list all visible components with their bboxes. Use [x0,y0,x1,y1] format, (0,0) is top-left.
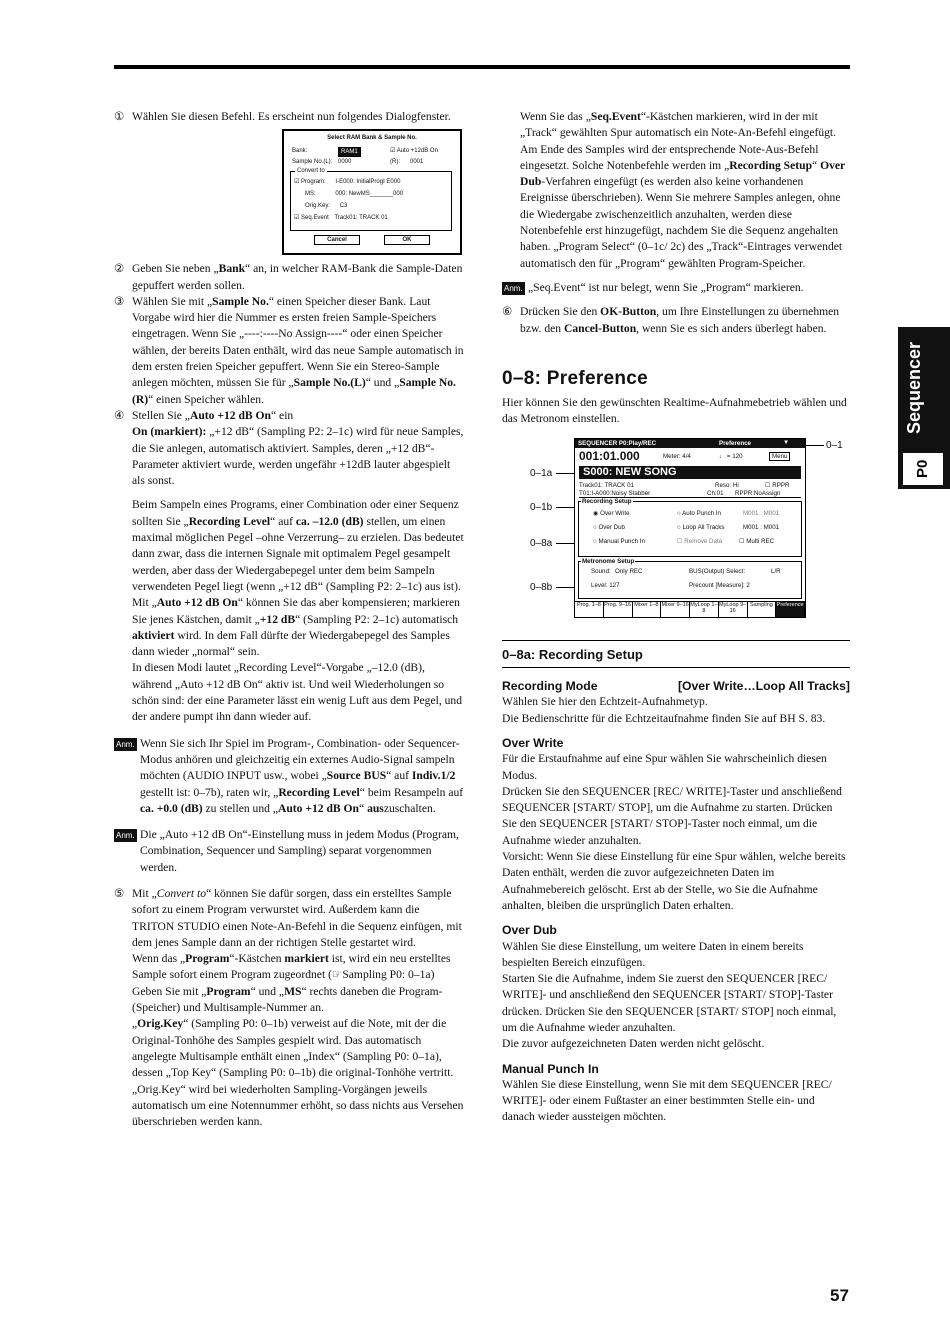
option-manual-punch-in: Manual Punch In [502,1061,599,1076]
section-heading: 0–8: Preference [502,367,649,389]
callout-0-1a: 0–1a [530,467,553,479]
tab-prog-1-8[interactable]: Prog. 1–8 [575,602,604,617]
menu-button[interactable]: Menu [769,452,790,461]
section-tab [898,327,950,489]
callout-0-8a: 0–8a [530,537,553,549]
tab-mixer-9-16[interactable]: Mixer 9–16 [661,602,690,617]
note-badge: Anm. [116,739,135,749]
left-column [114,109,464,1130]
tab-sampling[interactable]: Sampling [748,602,777,617]
dialog-select-ram-bank [282,129,462,255]
dialog-sample-row: Sample No.(L): 0000 (R): 0001 [292,159,424,166]
radio-manual-punch-in[interactable]: ○ Manual Punch In [593,537,645,545]
page-menu-arrow-icon[interactable]: ▼ [783,438,790,446]
reso-select[interactable]: Reso: Hi [715,481,739,489]
ok-button[interactable]: OK [384,235,430,245]
step-text: Wählen Sie diesen Befehl. Es erscheint nun folgendes Dialogfenster. [132,110,451,123]
tab-myloop-9-16[interactable]: MyLoop 9–16 [719,602,748,617]
radio-auto-punch-in[interactable]: ○ Auto Punch In [677,509,721,517]
lcd-tabs [575,601,805,617]
bus-select[interactable]: L/R [771,567,781,575]
tab-prog-9-16[interactable]: Prog. 9–16 [604,602,633,617]
section-tab-code: P0 [903,453,943,485]
track-select[interactable]: Track01: TRACK 01 [579,481,635,489]
subsection-heading: 0–8a: Recording Setup [502,640,850,668]
tab-myloop-1-8[interactable]: MyLoop 1–8 [690,602,719,617]
note-badge: Anm. [116,831,135,841]
section-intro: Hier können Sie den gewünschten Realtime-Aufnahmebetrieb wählen und das Metronom einstellen. [502,396,847,426]
step-5: ⑤ Mit „Convert to“ können Sie dafür sorgen, dass ein erstelltes Sample sofort zu einem Program verwurstet wird. Außerdem kann die TRITON STUDIO einen Note-An-Befehl in die Sequenz einfügen, mit dem jenes Sample dann an der richtigen Stelle gestartet wird. Wenn das „Program“-Kästchen markiert ist, wird ein neu erstelltes Sample sofort einem Program zugeordnet (☞Sampling P0: 0–1a) Geben Sie mit „Program“ und „MS“ rechts daneben die Program- (Speicher) und Multisample-Nummer an. „Orig.Key“ (Sampling P0: 0–1b) verweist auf die Note, mit der die Original-Tonhöhe des Samples gespielt wird. Das automatisch angelegte Multisample enthält einen „Index“ (Sampling P0: 0–1a), dessen „Top Key“ (Sampling P0: 0–1b) die original-Tonhöhe vertritt. „Orig.Key“ wird bei wiederholten Sampling-Vorgängen jeweils automatisch um eine Notennummer erhöht, so dass nichts aus Versehen überschrieben werden kann. [114,886,464,1129]
ms-row[interactable]: MS: 000: NewMS_______000 [305,191,404,198]
step-6: ⑥ Drücken Sie den OK-Button, um Ihre Einstellungen zu übernehmen bzw. den Cancel-Button, wenn Sie es sich anders überlegt haben. [502,305,840,335]
seqevent-row[interactable]: ☑ Seq.Event Track01: TRACK 01 [294,215,388,222]
cancel-button[interactable]: Cancel [314,235,360,245]
page-number: 57 [830,1286,849,1305]
lcd-screen [574,438,806,618]
lcd-title-bar: SEQUENCER P0:Play/REC Preference ▼ [575,439,805,448]
step-3: ③ Wählen Sie mit „Sample No.“ einen Speicher dieser Bank. Laut Vorgabe wird hier die Nummer es ersten freien Sample-Speichers eingetragen. Wenn Sie „----:----No Assign----“ oder einen Speicher wählen, der bereits Daten enthält, wird das neue Sample automatisch in dem ersten freien Speicher gepuffert. Wenn Sie ein Stereo-Sample anlegen möchten, müssen Sie für „Sample No.(L)“ und „Sample No.(R)“ einen Speicher wählen. [114,294,464,406]
tab-mixer-1-8[interactable]: Mixer 1–8 [633,602,662,617]
program-row[interactable]: ☑ Program: I-E000: InitialProgI E000 [294,179,401,186]
tab-preference[interactable]: Preference [776,602,805,617]
note-2: Anm. Die „Auto +12 dB On“-Einstellung muss in jedem Modus (Program, Combination, Sequencer und Sampling) separat vorgenommen werden. [116,828,459,874]
step-4: ④ Stellen Sie „Auto +12 dB On“ ein On (markiert): „+12 dB“ (Sampling P2: 2–1c) wird für neue Samples, die Sie anlegen, automatisch aktiviert. Samples, deren „+12 dB“-Parameter aktiviert wurde, werden ungefähr +12dB lauter abgespielt als sonst. Beim Sampeln eines Programs, einer Combination oder einer Sequenz sollten Sie „Recording Level“ auf ca. –12.0 (dB) stellen, um einen maximal möglichen Pegel –ohne Verzerrung– zu erzielen. Das bedeutet dann zwar, dass die internen Signale mit optimalem Pegel gesampelt werden, aber dass der Wiedergabepegel unter dem beim Sampeln verwendeten Pegel liegt (wenn „+12 dB“ (Sampling P2: 2–1c) aus ist). Mit „Auto +12 dB On“ können Sie das aber kompensieren; markieren Sie jenes Kästchen, damit „+12 dB“ (Sampling P2: 2–1c) automatisch aktiviert wird. In dem Fall dürfte der Wiedergabepegel des Samples dann wieder „normal“ sein. In diesen Modi lautet „Recording Level“-Vorgabe „–12.0 (dB), während „Auto +12 dB On“ aktiv ist. Und weil Wiederholungen so schön sind: der eine Parameter lässt ein wenig Luft aus dem Pegel, und der andere pumpt ihn dann wieder auf. [114,408,464,724]
convert-group: Convert to ☑ Program: I-E000: InitialProgI E000 MS: 000: NewMS_______000 Orig.Key: C3 ☑ Seq.Event Track01: TRACK 01 [290,171,452,231]
sample-l-select[interactable]: 0000 [338,159,352,166]
dialog-title: Select RAM Bank & Sample No. [327,135,417,142]
metronome-setup-group: Metronome Setup Sound: Only REC BUS(Output) Select: L/R Level: 127 Precount [Measure]: 2 [578,561,802,599]
sample-r-select[interactable]: 0001 [410,159,424,166]
right-column: Wenn Sie das „Seq.Event“-Kästchen markieren, wird in der mit „Track“ gewählten Spur automatisch ein Note-An-Befehl eingefügt. Am Ende des Samples wird der entsprechende Note-Aus-Befehl eingesetzt. Solche Notenbefehle werden im „Recording Setup“ Over Dub-Verfahren eingefügt (es werden also keine vorhandenen Ereignisse überschrieben). Wenn Sie mehrere Samples anlegen, ohne die Wiedergabe zwischenzeitlich anzuhalten, werden diese Notenbefehle erst hinzugefügt, nachdem Sie die Sequenz angehalten haben. „Program Select“ (0–1c/ 2c) des „Track“-Eintrages verwendet automatisch den für „Program“ gewählten Program-Speicher. Anm. „Seq.Event“ ist nur belegt, wenn Sie „Program“ markieren. ⑥ Drücken Sie den OK-Button, um Ihre Einstellungen zu übernehmen bzw. den Cancel-Button, wenn Sie es sich anders überlegt haben. 0–8: Preference Hier können Sie den gewünschten Realtime-Aufnahmebetrieb wählen und das Metronom einstellen. 0–1 0–1a 0–1b 0–8a 0–8b SEQUENCER P0:Play/REC Preference ▼ 001:01.000 Meter: 4/4 ♩ = 120 Menu S000: NEW SONG Track01: TRACK 01 Reso: Hi ☐ RPPR T01:I-A000:Noisy Stabber Ch:01 RPPR:NoAssign Recording Setup ◉ Over Write ○ Over Dub ○ Manual Punch In ○ Auto Punch In ○ Loop All Tracks ☐ Remove Data M001 : M001 M001 : M001 ☐ Multi REC Metronome Setup Sound: Only REC BUS(Output) Select: L/R Level: 127 Precount [Measure]: 2 Prog. 1–8 Prog. 9–16 Mixer 1–8 Mixer 9–16 MyLoop 1–8 MyLoop 9–16 Sampling Preference 0–8a: Recording Setup Recording Mode [Over Write…Loop All Tracks] Wählen Sie hier den Echtzeit-Aufnahmetyp. Die Bedienschritte für die Echtzeitaufnahme finden Sie auf BH S. 83. Over Write Für die Erstaufnahme auf eine Spur wählen Sie wahrscheinlich diesen Modus. Drücken Sie den SEQUENCER [REC/ WRITE]-Taster und anschließend SEQUENCER [START/ STOP], um die Aufnahme zu starten. Drücken Sie den SEQUENCER [START/ STOP]-Taster noch einmal, um die Aufnahme wieder anzuhalten. Vorsicht: Wenn Sie diese Einstellung für eine Spur wählen, welche bereits Daten enthält, werden die zuvor aufgezeichneten Daten im Aufnahmebereich gelöscht. Erst ab der Stelle, wo Sie die Aufnahme anhalten, bleiben die ursprünglich Daten erhalten. Over Dub Wählen Sie diese Einstellung, um weitere Daten in einem bereits bespielten Bereich einzufügen. Starten Sie die Aufnahme, indem Sie zuerst den SEQUENCER [REC/ WRITE]- und anschließend den SEQUENCER [START/ STOP]-Taster drücken. Drücken Sie den SEQUENCER [START/ STOP] noch einmal, um die Aufnahme wieder anzuhalten. Die zuvor aufgezeichneten Daten werden nicht gelöscht. Manual Punch In Wählen Sie diese Einstellung, wenn Sie mit dem SEQUENCER [REC/ WRITE]- oder einem Fußtaster an einer bestimmten Stelle ein- und danach wieder aussteigen möchten. [502,110,850,1124]
dialog-bank-row: Bank: RAM1 ☑ Auto +12dB On [292,148,438,156]
option-over-dub: Over Dub [502,923,557,938]
bank-select[interactable]: RAM1 [338,147,361,157]
step-1 [114,109,464,125]
radio-loop-all-tracks[interactable]: ○ Loop All Tracks [677,523,725,531]
tempo[interactable]: ♩ = 120 [719,452,743,460]
page-select[interactable]: Preference [719,439,751,447]
level-value[interactable]: Level: 127 [591,581,620,589]
step-number: ① [114,110,125,123]
note-1: Anm. Wenn Sie sich Ihr Spiel im Program-, Combination- oder Sequencer-Modus anhören und gleichzeitig ein externes Audio-Signal sampeln möchten (AUDIO INPUT usw., wobei „Source BUS“ auf Indiv.1/2 gestellt ist: 0–7b), raten wir, „Recording Level“ beim Resampeln auf ca. +0.0 (dB) zu stellen und „Auto +12 dB On“ auszuschalten. [116,736,464,815]
lcd-figure [502,436,850,630]
callout-0-1b: 0–1b [530,501,553,513]
sound-select[interactable]: Only REC [615,567,643,575]
radio-over-write[interactable]: ◉ Over Write [593,509,630,517]
recording-setup-group: Recording Setup ◉ Over Write ○ Over Dub ○ Manual Punch In ○ Auto Punch In ○ Loop All Tracks ☐ Remove Data M001 : M001 M001 : M001 ☐ Multi REC [578,501,802,557]
note-seq-event: Anm. „Seq.Event“ ist nur belegt, wenn Sie „Program“ markieren. [504,280,804,294]
callout-0-8b: 0–8b [530,581,553,593]
auto-12db-checkbox[interactable]: ☑ Auto +12dB On [390,148,438,155]
section-tab-label: Sequencer [904,341,924,435]
callout-0-1: 0–1 [826,439,843,451]
param-recording-mode: Recording Mode [Over Write…Loop All Tracks] [502,679,850,694]
remove-data-checkbox[interactable]: ☐ Remove Data [677,537,723,545]
radio-over-dub[interactable]: ○ Over Dub [593,523,625,531]
top-rule [114,65,850,69]
option-over-write: Over Write [502,735,564,750]
meter[interactable]: Meter: 4/4 [663,452,691,460]
location[interactable]: 001:01.000 [579,448,640,463]
program-line: T01:I-A000:Noisy Stabber Ch:01 RPPR:NoAssign [579,490,801,498]
precount-value[interactable]: Precount [Measure]: 2 [689,581,750,589]
step-2: ② Geben Sie neben „Bank“ an, in welcher RAM-Bank die Sample-Daten gepuffert werden sollen. [114,262,463,292]
note-badge: Anm. [504,283,523,293]
song-select[interactable]: S000: NEW SONG [579,466,801,479]
multi-rec-checkbox[interactable]: ☐ Multi REC [739,537,775,545]
rppr-checkbox[interactable]: ☐ RPPR [765,481,790,489]
origkey-row[interactable]: Orig.Key: C3 [305,203,348,210]
